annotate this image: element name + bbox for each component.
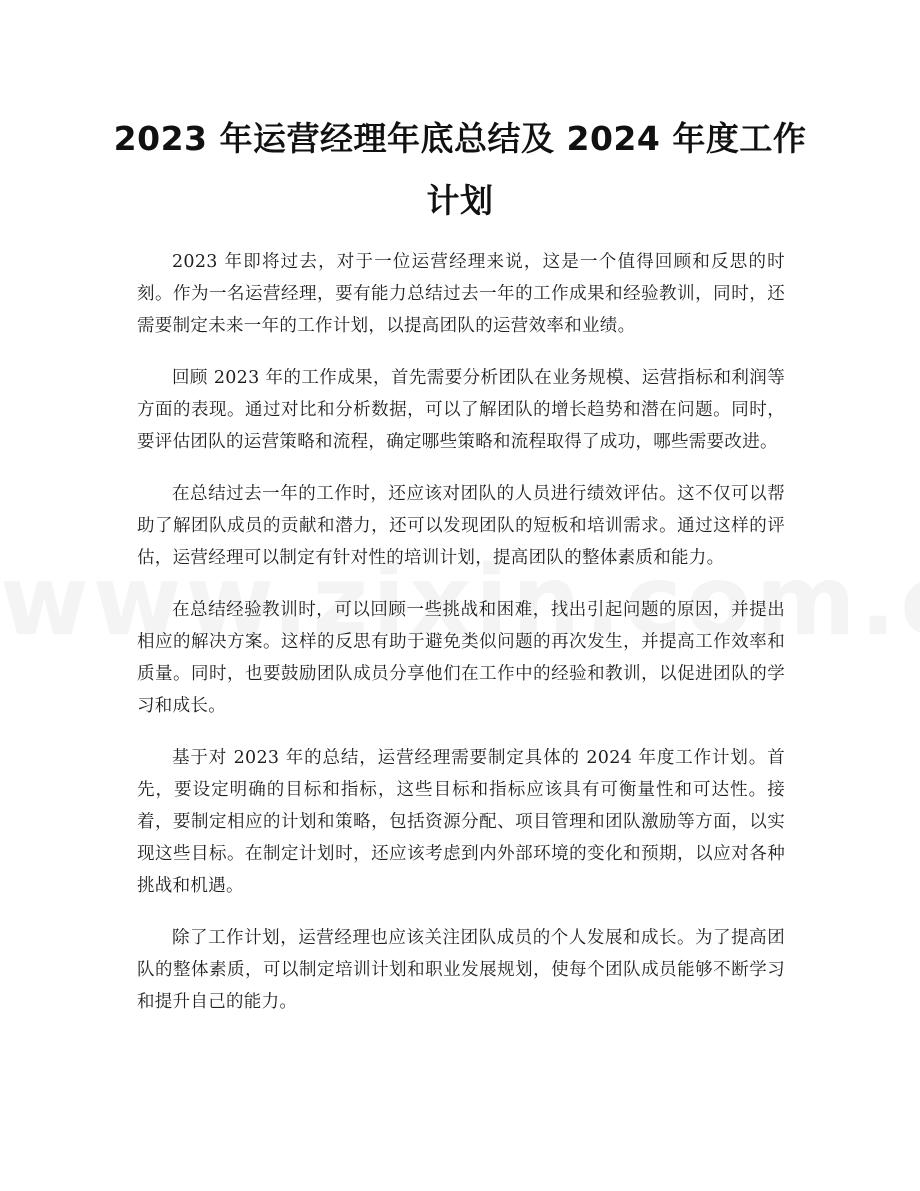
paragraph-3: 在总结过去一年的工作时，还应该对团队的人员进行绩效评估。这不仅可以帮助了解团队成员的贡献和潜力，还可以发现团队的短板和培训需求。通过这样的评估，运营经理可以制定有针对性的培训计划，提高团队的整体素质和能力。: [137, 484, 785, 568]
paragraph-2: 回顾 2023 年的工作成果，首先需要分析团队在业务规模、运营指标和利润等方面的表现。通过对比和分析数据，可以了解团队的增长趋势和潜在问题。同时，要评估团队的运营策略和流程，确定哪些策略和流程取得了成功，哪些需要改进。: [137, 368, 785, 452]
paragraph-4: 在总结经验教训时，可以回顾一些挑战和困难，找出引起问题的原因，并提出相应的解决方案。这样的反思有助于避免类似问题的再次发生，并提高工作效率和质量。同时，也要鼓励团队成员分享他们在工作中的经验和教训，以促进团队的学习和成长。: [137, 600, 785, 716]
paragraph-1: 2023 年即将过去，对于一位运营经理来说，这是一个值得回顾和反思的时刻。作为一名运营经理，要有能力总结过去一年的工作成果和经验教训，同时，还需要制定未来一年的工作计划，以提高团队的运营效率和业绩。: [137, 252, 785, 336]
paragraph-5: 基于对 2023 年的总结，运营经理需要制定具体的 2024 年度工作计划。首先，要设定明确的目标和指标，这些目标和指标应该具有可衡量性和可达性。接着，要制定相应的计划和策略，包括资源分配、项目管理和团队激励等方面，以实现这些目标。在制定计划时，还应该考虑到内外部环境的变化和预期，以应对各种挑战和机遇。: [137, 748, 785, 896]
document-body: [137, 246, 785, 1038]
paragraph-6: 除了工作计划，运营经理也应该关注团队成员的个人发展和成长。为了提高团队的整体素质，可以制定培训计划和职业发展规划，使每个团队成员能够不断学习和提升自己的能力。: [137, 928, 785, 1012]
document-title: 2023 年运营经理年底总结及 2024 年度工作计划: [113, 119, 807, 220]
